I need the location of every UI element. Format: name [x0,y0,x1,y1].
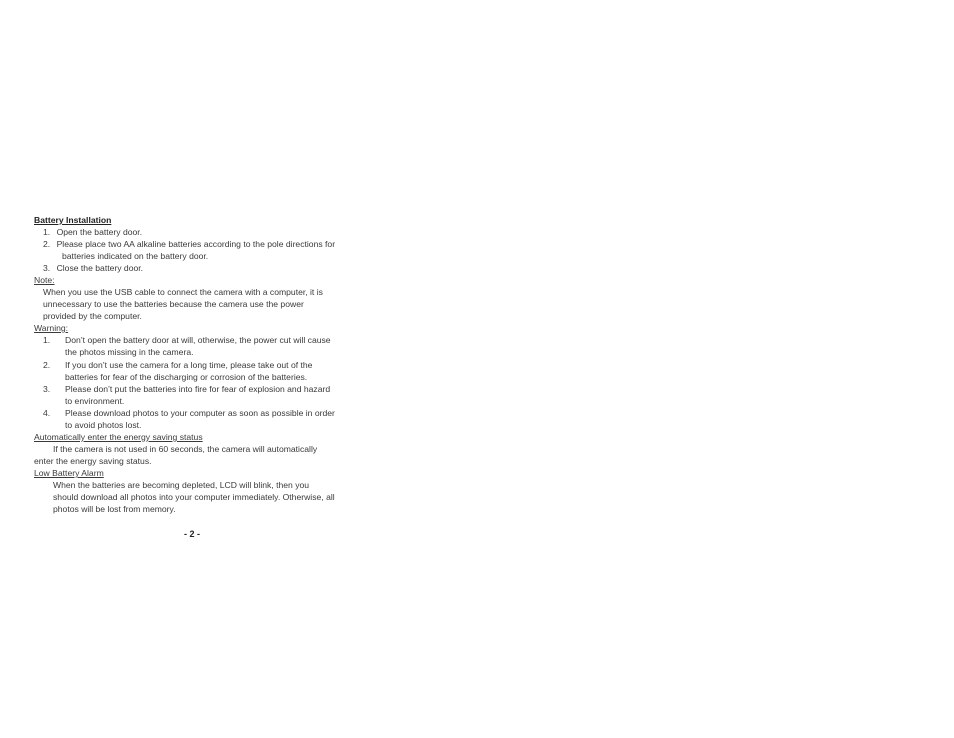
install-step-3 [43,262,143,274]
warning-item-1-line-2: the photos missing in the camera. [65,347,194,357]
battery-installation-heading: Battery Installation [34,215,112,225]
warning-item-1-number: 1. [43,335,51,345]
warning-item-3-line-1: Please don’t put the batteries into fire for fear of explosion and hazard [65,384,331,394]
warning-item-4-number: 4. [43,408,51,418]
warning-item-4-line-1: Please download photos to your computer as soon as possible in order [65,408,335,418]
install-step-2 [43,238,335,250]
note-line-1: When you use the USB cable to connect the camera with a computer, it is [43,287,323,297]
warning-item-2-line-2: batteries for fear of the discharging or corrosion of the batteries. [65,372,308,382]
warning-item-3-line-2: to environment. [65,396,125,406]
low-battery-line-1: When the batteries are becoming depleted, LCD will blink, then you [53,480,310,490]
install-step-1 [43,226,142,238]
energy-saving-heading: Automatically enter the energy saving status [34,432,203,442]
step-number: 3. [43,263,51,273]
warning-item-1-line-1: Don’t open the battery door at will, otherwise, the power cut will cause [65,335,331,345]
step-number: 1. [43,227,51,237]
warning-item-2-number: 2. [43,360,51,370]
note-heading: Note: [34,275,55,285]
warning-item-4-line-2: to avoid photos lost. [65,420,142,430]
warning-item-3-number: 3. [43,384,51,394]
step-text: Close the battery door. [56,263,144,273]
warning-heading: Warning: [34,323,69,333]
step-number: 2. [43,239,51,249]
note-line-2: unnecessary to use the batteries because the camera use the power [43,299,304,309]
low-battery-line-3: photos will be lost from memory. [53,504,176,514]
install-step-2-continuation: batteries indicated on the battery door. [62,251,209,261]
energy-saving-line-1: If the camera is not used in 60 seconds, the camera will automatically [53,444,318,454]
low-battery-line-2: should download all photos into your computer immediately. Otherwise, all [53,492,335,502]
step-text: Open the battery door. [56,227,143,237]
step-text: Please place two AA alkaline batteries according to the pole directions for [56,239,336,249]
energy-saving-line-2: enter the energy saving status. [34,456,152,466]
warning-item-2-line-1: If you don’t use the camera for a long time, please take out of the [65,360,313,370]
page-number: - 2 - [184,529,201,539]
note-line-3: provided by the computer. [43,311,142,321]
low-battery-heading: Low Battery Alarm [34,468,104,478]
